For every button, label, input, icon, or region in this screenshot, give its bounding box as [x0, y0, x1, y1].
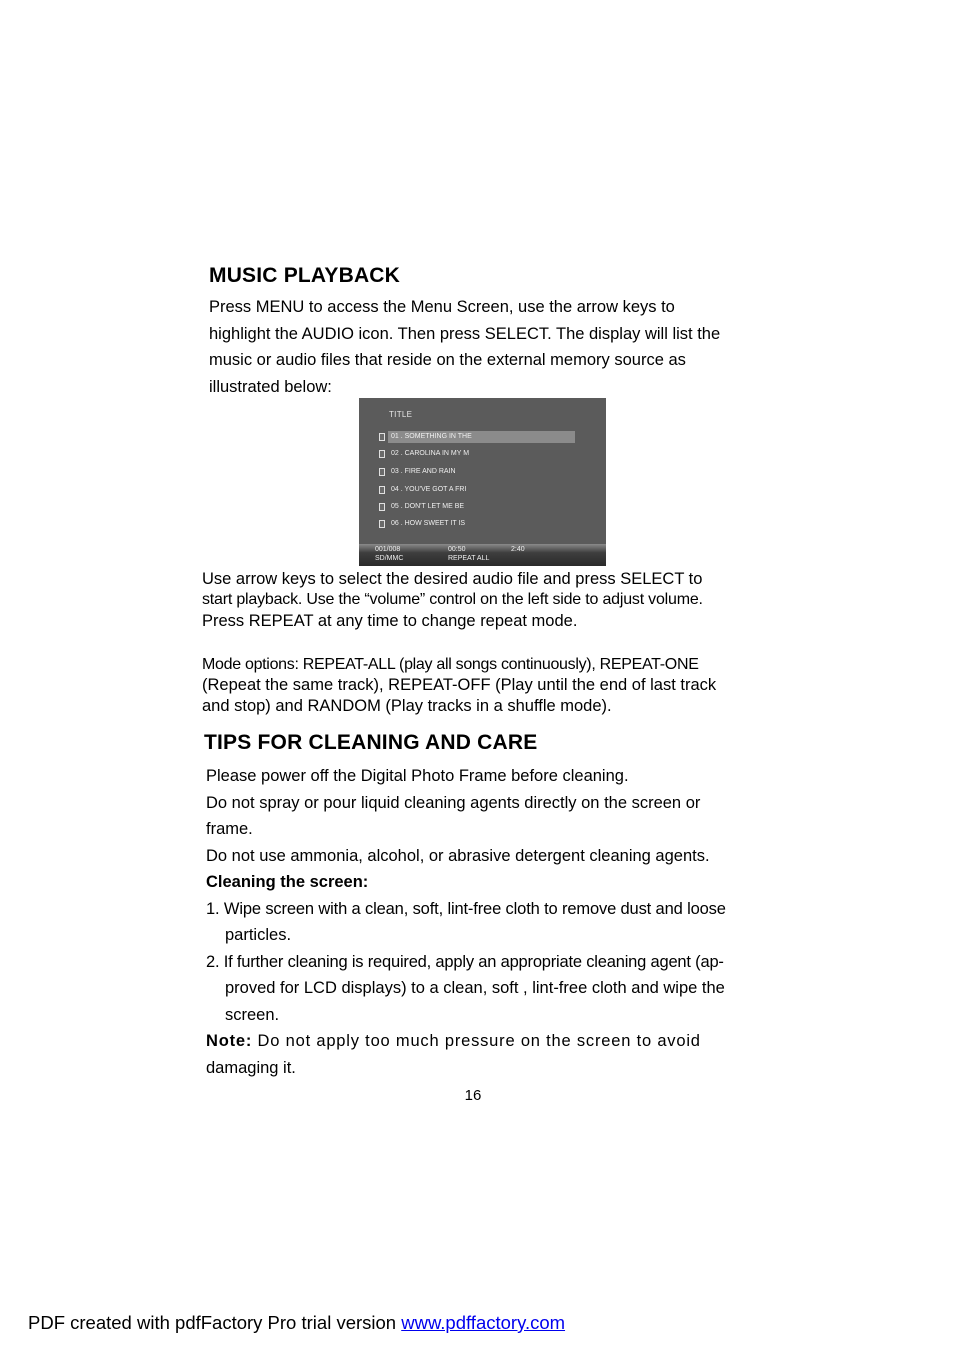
track-row: [379, 484, 575, 496]
music-line: music or audio files that reside on the external memory source as: [209, 351, 686, 369]
music-intro: [209, 294, 752, 400]
total-time: 2:40: [511, 546, 525, 553]
music-file-icon: [379, 433, 385, 441]
page-number: 16: [464, 1087, 482, 1104]
mode-line: and stop) and RANDOM (Play tracks in a shuffle mode).: [202, 697, 612, 715]
step-line: screen.: [225, 1005, 280, 1024]
step-line: particles.: [225, 926, 292, 944]
music-file-icon: [379, 468, 385, 476]
track-row: [379, 501, 575, 513]
tip-line: Do not spray or pour liquid cleaning agents directly on the screen or: [206, 793, 701, 812]
track-label: 06 . HOW SWEET IT IS: [391, 520, 466, 527]
music-line: Press MENU to access the Menu Screen, use the arrow keys to: [209, 298, 675, 316]
track-label: 04 . YOU'VE GOT A FRI: [391, 486, 467, 493]
step-line: 1. Wipe screen with a clean, soft, lint-free cloth to remove dust and loose: [206, 899, 726, 918]
cleaning-subheading: Cleaning the screen:: [206, 873, 369, 891]
note-label: Note:: [206, 1032, 253, 1050]
elapsed-time: 00:50: [448, 546, 466, 553]
note-line: [206, 1028, 758, 1055]
usage-line: Press REPEAT at any time to change repeat mode.: [202, 612, 578, 630]
music-line: illustrated below:: [209, 377, 332, 396]
status-bar: [359, 544, 606, 566]
usage-line: Use arrow keys to select the desired audio file and press SELECT to: [202, 570, 703, 588]
tips-body: [206, 763, 758, 1081]
usage-line: start playback. Use the “volume” control on the left side to adjust volume.: [202, 591, 703, 608]
tip-line: frame.: [206, 820, 253, 838]
mode-line: Mode options: REPEAT-ALL (play all songs continuously), REPEAT-ONE: [202, 656, 699, 673]
audio-list-screenshot: [359, 398, 606, 566]
mode-options-paragraph: [202, 654, 762, 717]
note-line: damaging it.: [206, 1058, 296, 1077]
track-counter: 001/008: [375, 546, 401, 553]
screen-title: TITLE: [389, 410, 413, 419]
tips-heading: TIPS FOR CLEANING AND CARE: [204, 731, 538, 754]
note-text: Do not apply too much pressure on the screen to avoid: [252, 1032, 701, 1050]
pdffactory-link[interactable]: www.pdffactory.com: [401, 1312, 566, 1333]
music-line: highlight the AUDIO icon. Then press SELECT. The display will list the: [209, 324, 721, 343]
tip-line: Please power off the Digital Photo Frame before cleaning.: [206, 767, 629, 785]
tip-line: Do not use ammonia, alcohol, or abrasive detergent cleaning agents.: [206, 846, 710, 865]
step-line: 2. If further cleaning is required, apply an appropriate cleaning agent (ap-: [206, 952, 724, 971]
track-label: 02 . CAROLINA IN MY M: [391, 450, 470, 457]
track-row: [379, 466, 575, 478]
music-heading: MUSIC PLAYBACK: [209, 264, 401, 287]
mode-line: (Repeat the same track), REPEAT-OFF (Play until the end of last track: [202, 676, 717, 694]
track-row-selected: [388, 431, 575, 443]
music-file-icon: [379, 486, 385, 494]
source-label: SD/MMC: [375, 555, 404, 562]
usage-paragraph: [202, 569, 762, 631]
pdf-footer: [28, 1312, 565, 1334]
track-label: 01 . SOMETHING IN THE: [391, 433, 472, 440]
music-file-icon: [379, 520, 385, 528]
step-line: proved for LCD displays) to a clean, soft , lint-free cloth and wipe the: [225, 979, 725, 997]
track-row: [379, 448, 575, 460]
music-file-icon: [379, 450, 385, 458]
music-file-icon: [379, 503, 385, 511]
track-row: [379, 518, 575, 530]
repeat-mode: REPEAT ALL: [448, 555, 490, 562]
track-label: 05 . DON'T LET ME BE: [391, 503, 465, 510]
footer-text: PDF created with pdfFactory Pro trial version: [28, 1312, 402, 1333]
track-label: 03 . FIRE AND RAIN: [391, 468, 456, 475]
